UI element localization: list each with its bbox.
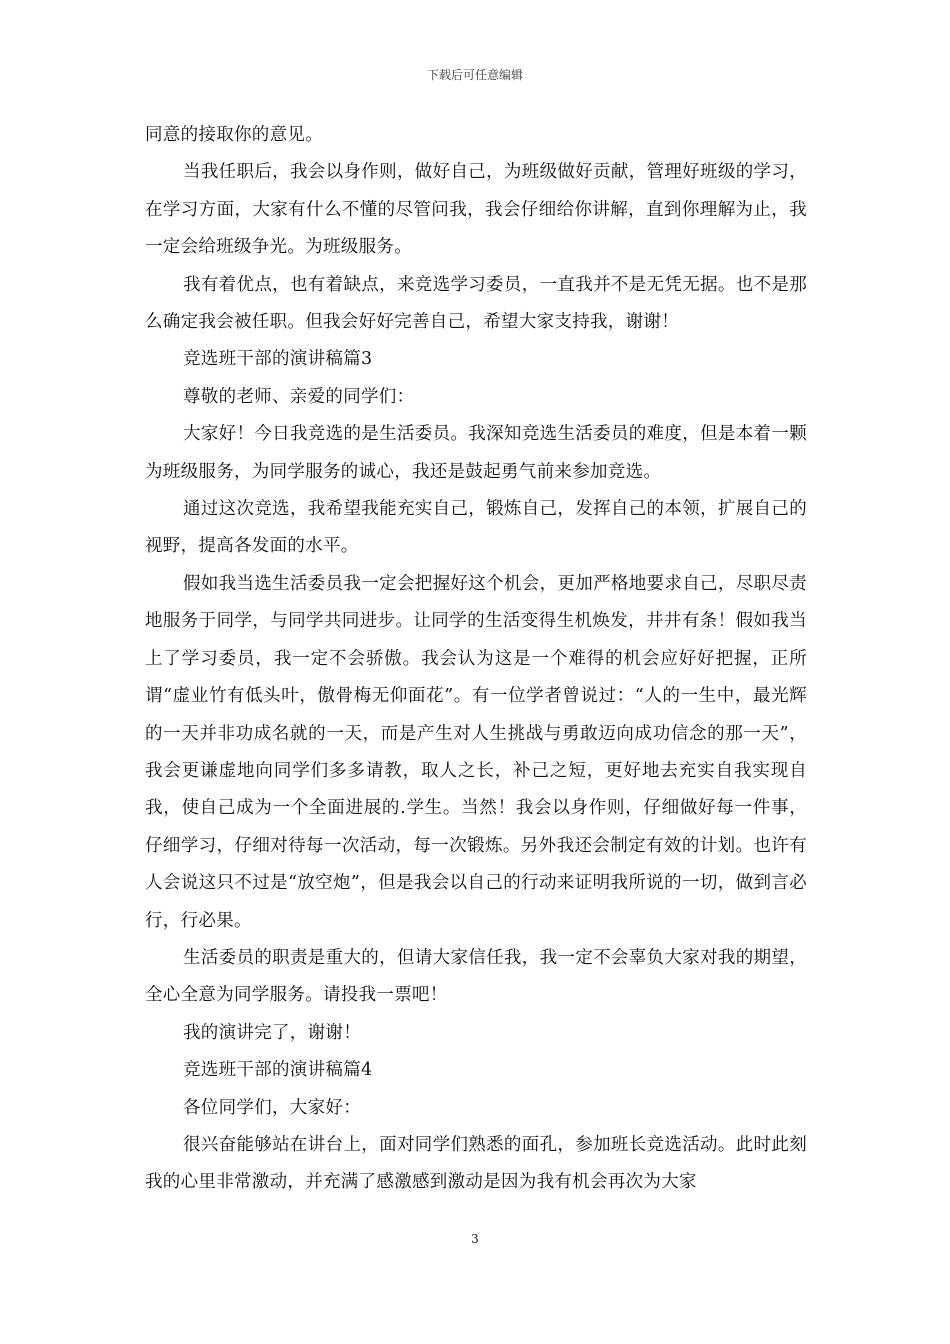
paragraph: 同意的接取你的意见。: [145, 125, 323, 145]
paragraph: 很兴奋能够站在讲台上，面对同学们熟悉的面孔，参加班长竞选活动。此时此刻我的心里非常激动，并充满了感激感到激动是因为我有机会再次为大家: [145, 1134, 807, 1193]
paragraph: 生活委员的职责是重大的，但请大家信任我，我一定不会辜负大家对我的期望，全心全意为同学服务。请投我一票吧！: [145, 947, 807, 1006]
paragraph: 通过这次竞选，我希望我能充实自己，锻炼自己，发挥自己的本领，扩展自己的视野，提高各发面的水平。: [145, 499, 807, 557]
page-header: 下载后可任意编辑: [426, 68, 523, 82]
section-heading: 竞选班干部的演讲稿篇3: [183, 349, 373, 370]
document-body: [145, 117, 807, 1202]
paragraph: 假如我当选生活委员我一定会把握好这个机会，更加严格地要求自己，尽职尽责地服务于同学，与同学共同进步。让同学的生活变得生机焕发，井井有条！假如我当上了学习委员，我一定不会骄傲。我会认为这是一个难得的机会应好好把握，正所谓“虚业竹有低头叶，傲骨梅无仰面花”。有一位学者曾说过：“人的一生中，最光辉的一天并非功成名就的一天，而是产生对人生挑战与勇敢迈向成功信念的那一天”，我会更谦虚地向同学们多多请教，取人之长，补己之短，更好地去充实自我实现自我，使自己成为一个全面进展的.学生。当然！我会以身作则，仔细做好每一件事，仔细学习，仔细对待每一次活动，每一次锻炼。另外我还会制定有效的计划。也许有人会说这只不过是“放空炮”，但是我会以自己的行动来证明我所说的一切，做到言必行，行必果。: [145, 573, 807, 931]
paragraph: 大家好！今日我竞选的是生活委员。我深知竞选生活委员的难度，但是本着一颗为班级服务，为同学服务的诚心，我还是鼓起勇气前来参加竞选。: [145, 424, 807, 482]
section-heading: 竞选班干部的演讲稿篇4: [183, 1060, 373, 1081]
salutation: 各位同学们，大家好：: [183, 1097, 361, 1118]
paragraph: 我有着优点，也有着缺点，来竞选学习委员，一直我并不是无凭无据。也不是那么确定我会被任职。但我会好好完善自己，希望大家支持我，谢谢！: [145, 274, 807, 333]
page-number: 3: [471, 1232, 479, 1246]
paragraph: 当我任职后，我会以身作则，做好自己，为班级做好贡献，管理好班级的学习，在学习方面，大家有什么不懂的尽管问我，我会仔细给你讲解，直到你理解为止，我一定会给班级争光。为班级服务。: [145, 162, 807, 258]
salutation: 尊敬的老师、亲爱的同学们：: [183, 386, 415, 407]
closing: 我的演讲完了，谢谢！: [183, 1022, 361, 1043]
